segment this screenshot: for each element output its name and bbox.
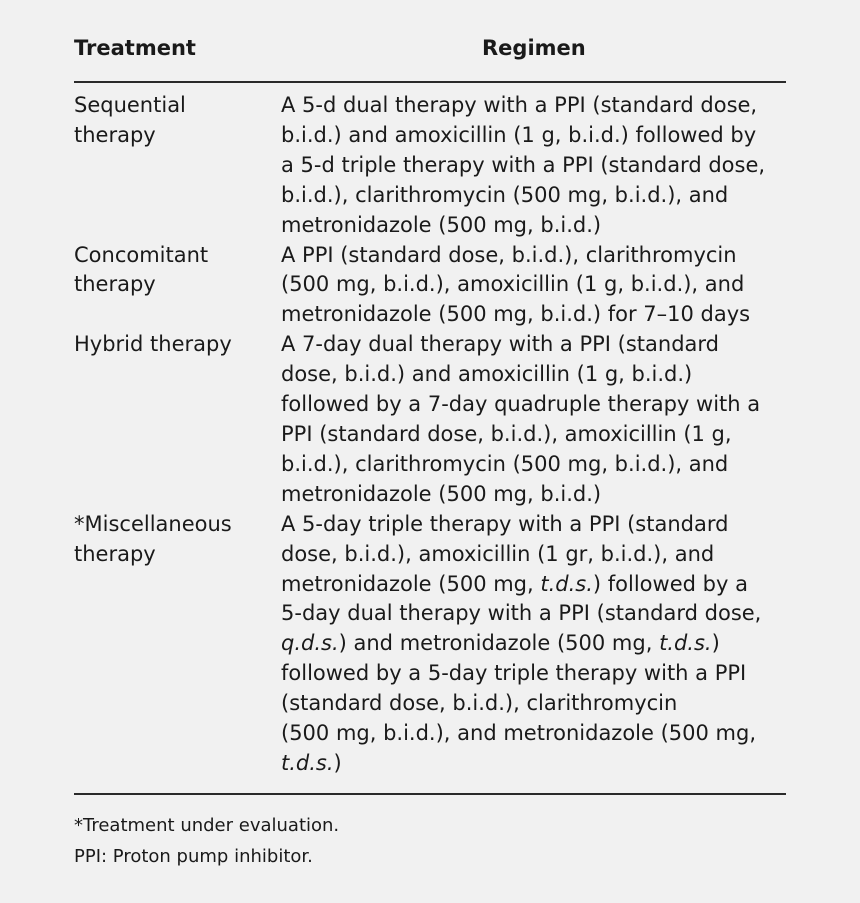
footnote-evaluation: *Treatment under evaluation.: [74, 815, 340, 836]
regimen-line: [281, 749, 786, 779]
treatment-cell: [74, 510, 281, 779]
regimen-text: ) and metronidazole (500 mg,: [338, 631, 660, 656]
dosing-abbrev: t.d.s.: [540, 571, 593, 596]
regimen-line: [281, 629, 786, 659]
regimen-line: followed by a 7-day quadruple therapy with a: [281, 392, 761, 417]
table-row: [74, 241, 786, 331]
regimen-line: A 5-day triple therapy with a PPI (standard: [281, 511, 729, 536]
table-header: [74, 30, 786, 83]
dosing-abbrev: t.d.s.: [281, 750, 334, 775]
regimen-line: metronidazole (500 mg, b.i.d.): [281, 481, 602, 506]
footnote-ppi: PPI: Proton pump inhibitor.: [74, 846, 313, 867]
treatment-line: therapy: [74, 272, 156, 297]
regimen-text: metronidazole (500 mg,: [281, 571, 541, 596]
regimen-line: followed by a 5-day triple therapy with a PPI: [281, 661, 747, 686]
regimen-text: ): [333, 750, 342, 775]
regimen-cell: [281, 330, 786, 509]
table-body: [74, 83, 786, 795]
regimen-text: ): [711, 631, 720, 656]
treatment-cell: [74, 241, 281, 331]
table-row: [74, 510, 786, 779]
regimen-cell: [281, 91, 786, 241]
table-row: [74, 330, 786, 509]
regimen-line: b.i.d.) and amoxicillin (1 g, b.i.d.) followed by: [281, 122, 757, 147]
regimen-cell: [281, 510, 786, 779]
regimen-line: b.i.d.), clarithromycin (500 mg, b.i.d.), and: [281, 182, 729, 207]
regimen-line: A PPI (standard dose, b.i.d.), clarithromycin: [281, 242, 737, 267]
treatment-line: *Miscellaneous: [74, 511, 232, 536]
regimen-line: dose, b.i.d.), amoxicillin (1 gr, b.i.d.), and: [281, 541, 715, 566]
regimen-table: [74, 30, 786, 795]
regimen-line: a 5-d triple therapy with a PPI (standard dose,: [281, 152, 766, 177]
treatment-line: Concomitant: [74, 242, 209, 267]
treatment-line: Sequential: [74, 93, 186, 117]
treatment-cell: [74, 330, 281, 509]
regimen-line: (500 mg, b.i.d.), and metronidazole (500 mg,: [281, 721, 757, 746]
table-row: [74, 91, 786, 241]
header-regimen: Regimen: [482, 36, 586, 60]
regimen-line: b.i.d.), clarithromycin (500 mg, b.i.d.), and: [281, 451, 729, 476]
regimen-line: metronidazole (500 mg, b.i.d.): [281, 212, 602, 237]
treatment-line: therapy: [74, 122, 156, 147]
regimen-line: dose, b.i.d.) and amoxicillin (1 g, b.i.d.): [281, 362, 693, 387]
treatment-line: therapy: [74, 541, 156, 566]
regimen-line: (standard dose, b.i.d.), clarithromycin: [281, 691, 678, 716]
regimen-cell: [281, 241, 786, 331]
treatment-cell: [74, 91, 281, 241]
header-treatment: Treatment: [74, 36, 196, 60]
regimen-line: PPI (standard dose, b.i.d.), amoxicillin (1 g,: [281, 421, 732, 446]
footnotes: [74, 810, 339, 872]
treatment-line: Hybrid therapy: [74, 332, 232, 357]
dosing-abbrev: q.d.s.: [281, 631, 339, 656]
regimen-line: metronidazole (500 mg, b.i.d.) for 7–10 days: [281, 302, 751, 327]
regimen-line: A 7-day dual therapy with a PPI (standard: [281, 332, 720, 357]
regimen-line: [281, 570, 786, 600]
regimen-line: A 5-d dual therapy with a PPI (standard dose,: [281, 93, 758, 117]
regimen-line: (500 mg, b.i.d.), amoxicillin (1 g, b.i.d.), and: [281, 272, 745, 297]
dosing-abbrev: t.d.s.: [659, 631, 712, 656]
regimen-line: 5-day dual therapy with a PPI (standard dose,: [281, 601, 762, 626]
regimen-text: ) followed by a: [592, 571, 748, 596]
